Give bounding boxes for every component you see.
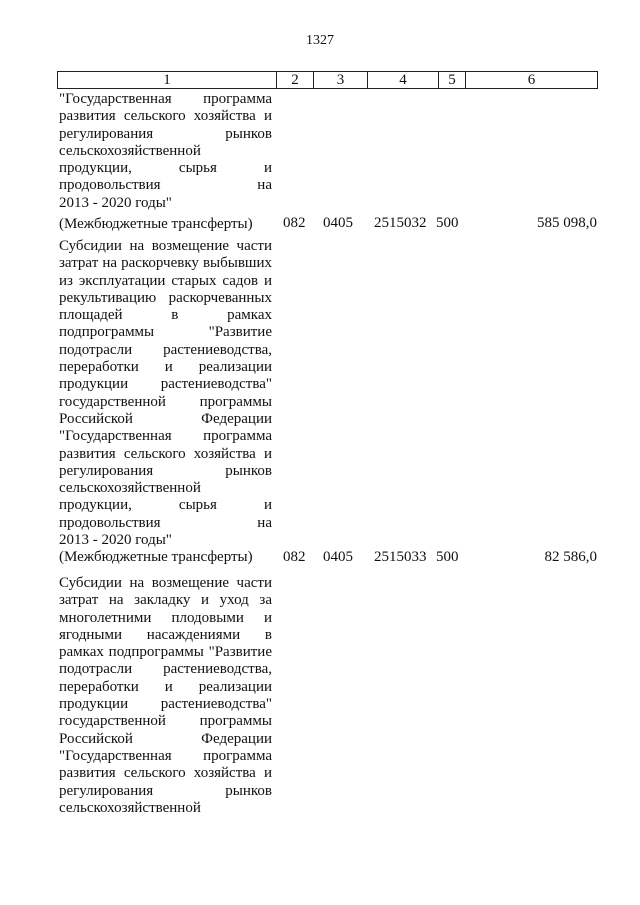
description-line: продовольствия на: [59, 177, 272, 194]
description-line: сельскохозяйственной: [59, 142, 201, 159]
description-line: подотрасли растениеводства,: [59, 661, 272, 678]
column-header-row: [58, 72, 598, 89]
description-line: развития сельского хозяйства и: [59, 445, 272, 462]
target-code: 2515032: [374, 215, 427, 231]
target-code: 2515033: [374, 549, 427, 565]
amount-value: 82 586,0: [544, 549, 597, 565]
description-line: сельскохозяйственной: [59, 799, 201, 816]
description-line: затрат на раскорчевку выбывших: [59, 255, 272, 272]
page-number: 1327: [306, 33, 334, 48]
description-line: продукции, сырья и: [59, 160, 272, 177]
column-header-1: 1: [58, 72, 277, 89]
description-line: продукции растениеводства": [59, 376, 272, 393]
description-line: из эксплуатации старых садов и: [59, 272, 272, 289]
column-header-3: 3: [314, 72, 368, 89]
admin-code: 082: [283, 549, 306, 565]
description-line: 2013 - 2020 годы": [59, 532, 172, 549]
entry-description: [59, 238, 272, 567]
column-header-4: 4: [368, 72, 439, 89]
description-line: 2013 - 2020 годы": [59, 194, 172, 211]
description-line: регулирования рынков: [59, 462, 272, 479]
description-line: подотрасли растениеводства,: [59, 341, 272, 358]
description-line: продовольствия на: [59, 514, 272, 531]
admin-code: 082: [283, 215, 306, 231]
column-header-table: [57, 71, 598, 89]
description-line: переработки и реализации: [59, 678, 272, 695]
description-line: сельскохозяйственной: [59, 480, 201, 497]
description-line: площадей в рамках: [59, 307, 272, 324]
description-line: ягодными насаждениями в: [59, 626, 272, 643]
description-line: рекультивацию раскорчеванных: [59, 289, 272, 306]
section-code: 0405: [323, 215, 353, 231]
description-line: подпрограммы "Развитие: [59, 324, 272, 341]
entry-description: [59, 575, 272, 817]
description-line: Субсидии на возмещение части: [59, 238, 272, 254]
description-line: "Государственная программа: [59, 428, 272, 445]
description-line: продукции, сырья и: [59, 497, 272, 514]
description-line: (Межбюджетные трансферты): [59, 549, 253, 566]
description-line: многолетними плодовыми и: [59, 609, 272, 626]
description-line: развития сельского хозяйства и: [59, 765, 272, 782]
description-line: "Государственная программа: [59, 747, 272, 764]
description-line: рамках подпрограммы "Развитие: [59, 644, 272, 661]
description-line: затрат на закладку и уход за: [59, 592, 272, 609]
column-header-5: 5: [439, 72, 466, 89]
description-line: развития сельского хозяйства и: [59, 108, 272, 125]
description-line: регулирования рынков: [59, 782, 272, 799]
description-line: продукции растениеводства": [59, 696, 272, 713]
description-line: государственной программы: [59, 713, 272, 730]
expense-type-code: 500: [436, 549, 459, 565]
description-line: государственной программы: [59, 393, 272, 410]
description-line: Российской Федерации: [59, 410, 272, 427]
description-line: Российской Федерации: [59, 730, 272, 747]
description-line: регулирования рынков: [59, 125, 272, 142]
expense-type-code: 500: [436, 215, 459, 231]
section-code: 0405: [323, 549, 353, 565]
description-line: Субсидии на возмещение части: [59, 575, 272, 591]
description-line: (Межбюджетные трансферты): [59, 216, 253, 233]
entry-description: [59, 91, 272, 233]
description-line: переработки и реализации: [59, 359, 272, 376]
column-header-6: 6: [466, 72, 598, 89]
column-header-2: 2: [277, 72, 314, 89]
description-line: "Государственная программа: [59, 91, 272, 107]
amount-value: 585 098,0: [537, 215, 597, 231]
